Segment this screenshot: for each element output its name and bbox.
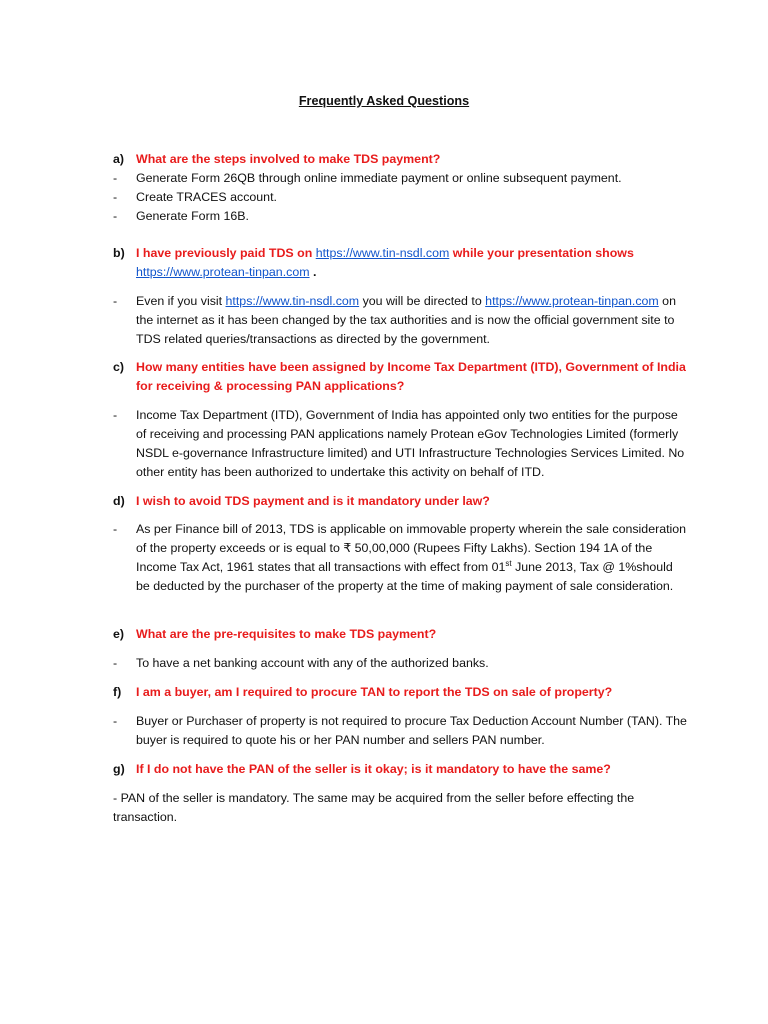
answer-text: Generate Form 16B. — [136, 209, 249, 223]
question-label: d) — [113, 494, 125, 508]
bullet-dash: - — [113, 209, 118, 223]
question-label: f) — [113, 685, 122, 699]
question-label: e) — [113, 627, 125, 641]
protean-tinpan-link[interactable]: https://www.protean-tinpan.com — [136, 265, 310, 279]
answer-text: Create TRACES account. — [136, 190, 277, 204]
question-c — [113, 358, 693, 396]
question-label: g) — [113, 762, 125, 776]
answer-text — [136, 520, 688, 596]
answer-d — [113, 520, 688, 596]
question-label: b) — [113, 246, 125, 260]
bullet-dash: - — [113, 714, 118, 728]
answer-a-2 — [113, 188, 688, 207]
question-label: a) — [113, 152, 125, 166]
answer-text-part: June 2013, Tax @ 1%should be deducted by the purchaser of the property at the time of making payment of sale consideration. — [136, 560, 674, 593]
answer-text-part: on the internet as it has been changed by the tax authorities and is now the official government site to TDS related queries/transactions as directed by the government. — [136, 294, 676, 346]
question-text: If I do not have the PAN of the seller is it okay; is it mandatory to have the same? — [136, 762, 611, 776]
answer-b — [113, 292, 688, 349]
ordinal-superscript: st — [505, 558, 512, 568]
question-text: I am a buyer, am I required to procure TAN to report the TDS on sale of property? — [136, 685, 613, 699]
question-g — [113, 760, 693, 779]
bullet-dash: - — [113, 656, 118, 670]
question-text: What are the pre-requisites to make TDS payment? — [136, 627, 437, 641]
answer-text-part: you will be directed to — [359, 294, 486, 308]
answer-text: Buyer or Purchaser of property is not required to procure Tax Deduction Account Number (TAN). The buyer is required to quote his or her PAN number and sellers PAN number. — [136, 714, 687, 747]
bullet-dash: - — [113, 408, 118, 422]
question-b — [113, 244, 693, 282]
question-d — [113, 492, 693, 511]
question-text-part: . — [309, 265, 317, 279]
answer-c — [113, 406, 688, 482]
tin-nsdl-link[interactable]: https://www.tin-nsdl.com — [315, 246, 450, 260]
answer-f — [113, 712, 688, 750]
question-text-part: while your presentation shows — [449, 246, 634, 260]
question-text-part: I have previously paid TDS on — [136, 246, 316, 260]
answer-text — [136, 292, 688, 349]
protean-tinpan-link[interactable]: https://www.protean-tinpan.com — [485, 294, 659, 308]
question-text: What are the steps involved to make TDS payment? — [136, 152, 441, 166]
answer-text-part: As per Finance bill of 2013, TDS is applicable on immovable property wherein the sale consideration of the property exceeds or is equal to ₹ 50,00,000 (Rupees Fifty Lakhs). Section 194 1A of the Income Tax Act, 1961 states that all transactions with effect from 01 — [136, 522, 687, 574]
question-text: I wish to avoid TDS payment and is it mandatory under law? — [136, 494, 490, 508]
bullet-dash: - — [113, 294, 118, 308]
answer-a-3 — [113, 207, 688, 226]
answer-text: Income Tax Department (ITD), Government of India has appointed only two entities for the purpose of receiving and processing PAN applications namely Protean eGov Technologies Limited (formerly NSDL e-governance Infrastructure limited) and UTI Infrastructure Technologies Services Limited. No other entity has been authorized to undertake this activity on behalf of ITD. — [136, 408, 685, 479]
question-f — [113, 683, 693, 702]
bullet-dash: - — [113, 171, 118, 185]
answer-g: - PAN of the seller is mandatory. The same may be acquired from the seller before effecting the transaction. — [113, 791, 635, 824]
question-text: How many entities have been assigned by Income Tax Department (ITD), Government of India for receiving & processing PAN applications? — [136, 360, 686, 393]
bullet-dash: - — [113, 190, 118, 204]
question-e — [113, 625, 693, 644]
question-text — [136, 244, 693, 282]
answer-text: To have a net banking account with any of the authorized banks. — [136, 656, 489, 670]
bullet-dash: - — [113, 522, 118, 536]
answer-e — [113, 654, 688, 673]
tin-nsdl-link[interactable]: https://www.tin-nsdl.com — [225, 294, 360, 308]
page-title: Frequently Asked Questions — [298, 94, 470, 108]
question-a — [113, 150, 693, 169]
answer-text: Generate Form 26QB through online immediate payment or online subsequent payment. — [136, 171, 622, 185]
answer-text-part: Even if you visit — [136, 294, 226, 308]
question-label: c) — [113, 360, 125, 374]
answer-a-1 — [113, 169, 688, 188]
